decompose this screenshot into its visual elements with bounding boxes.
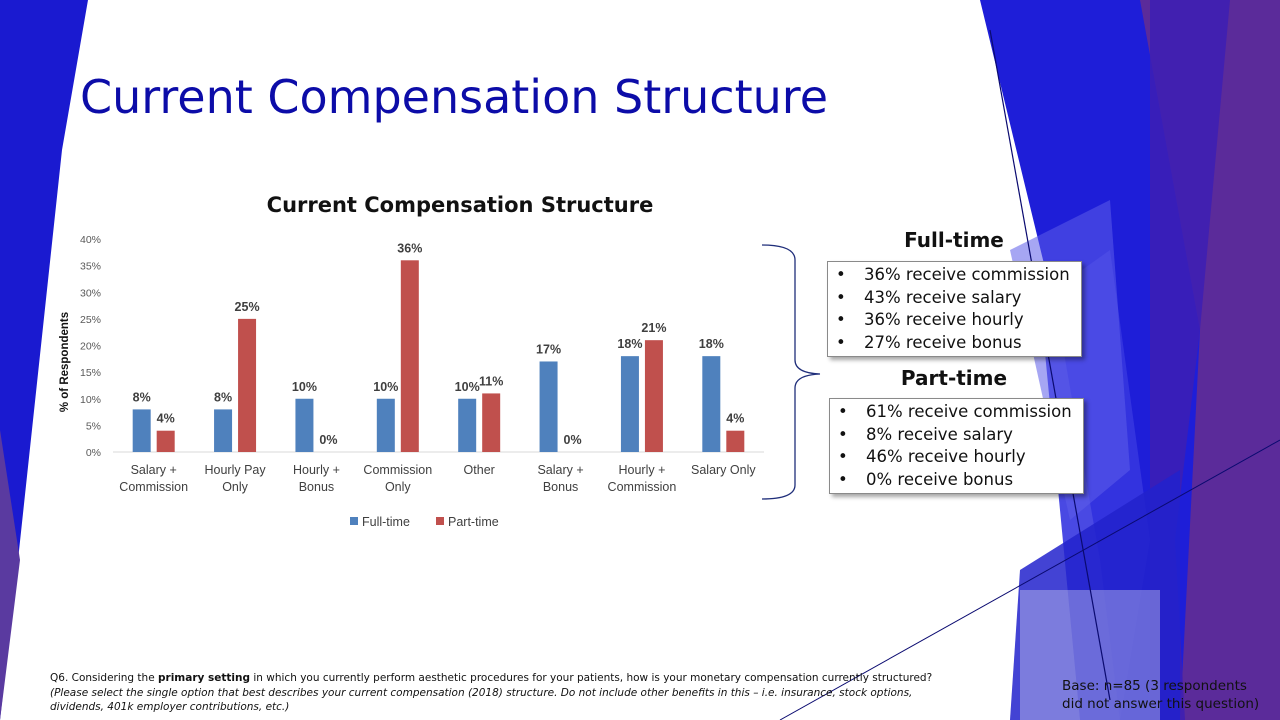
- legend-label: Full-time: [362, 515, 410, 529]
- fulltime-summary-box: [827, 261, 1082, 357]
- y-tick-label: 30%: [79, 287, 101, 300]
- parttime-box-title: Part-time: [900, 366, 1008, 390]
- bullet-icon: •: [836, 287, 846, 307]
- x-tick-label: Other: [463, 463, 495, 477]
- y-tick-label: 15%: [79, 367, 101, 380]
- data-label: 21%: [641, 321, 667, 336]
- bar-full-time: [540, 361, 558, 452]
- y-axis-label: % of Respondents: [59, 311, 71, 413]
- chart-title: Current Compensation Structure: [266, 193, 654, 217]
- bar-full-time: [133, 409, 151, 452]
- bar-part-time: [645, 340, 663, 452]
- x-tick-label: Bonus: [542, 480, 579, 494]
- y-tick-label: 10%: [79, 393, 101, 406]
- y-tick-label: 40%: [79, 234, 101, 246]
- bar-part-time: [401, 260, 419, 452]
- survey-question: Q6. Considering the primary setting in which you currently perform aesthetic procedures for your patients, how is your monetary compensation currently structured?: [50, 672, 933, 684]
- survey-instruction: (Please select the single option that best describes your current compensation (2018) structure. Do not include other benefits in this – i.e. insurance, stock options, dividends, 401k employer contributions, etc.): [50, 686, 913, 713]
- x-tick-label: Hourly +: [292, 463, 340, 477]
- bullet-icon: •: [838, 447, 848, 466]
- y-tick-label: 0%: [85, 447, 101, 459]
- legend-label: Part-time: [448, 515, 499, 529]
- x-tick-label: Commission: [119, 480, 189, 494]
- bar-full-time: [377, 399, 395, 452]
- data-label: 10%: [373, 379, 399, 394]
- x-tick-label: Salary +: [130, 463, 177, 477]
- x-tick-label: Hourly +: [618, 463, 666, 477]
- slide-title: Current Compensation Structure: [80, 70, 828, 124]
- parttime-item: • 46% receive hourly: [838, 446, 1075, 469]
- x-tick-label: Commission: [363, 463, 433, 477]
- base-note: Base: n=85 (3 respondents did not answer this question): [1062, 678, 1260, 712]
- data-label: 4%: [726, 411, 745, 426]
- x-tick-label: Hourly Pay: [204, 463, 266, 477]
- bar-part-time: [157, 431, 175, 452]
- bar-full-time: [295, 399, 313, 452]
- data-label: 11%: [479, 374, 504, 389]
- bullet-icon: •: [836, 265, 846, 284]
- bar-part-time: [482, 393, 500, 452]
- x-tick-label: Commission: [607, 480, 677, 494]
- legend-swatch-full-time: [350, 517, 358, 525]
- data-label: 0%: [319, 433, 338, 447]
- brace-connector: [762, 245, 820, 499]
- parttime-item: • 8% receive salary: [838, 424, 1075, 447]
- survey-question-footnote: [50, 671, 960, 715]
- data-label: 10%: [454, 379, 480, 394]
- bullet-icon: •: [836, 332, 846, 352]
- fulltime-item: • 36% receive hourly: [836, 309, 1073, 332]
- y-tick-label: 35%: [79, 260, 101, 273]
- fulltime-box-title: Full-time: [904, 228, 1004, 252]
- data-label: 17%: [536, 342, 562, 357]
- bullet-icon: •: [838, 402, 848, 421]
- bullet-icon: •: [838, 469, 848, 489]
- data-label: 18%: [698, 337, 724, 352]
- bar-full-time: [214, 409, 232, 452]
- data-label: 25%: [234, 299, 260, 314]
- data-label: 0%: [563, 433, 582, 447]
- bar-full-time: [702, 356, 720, 452]
- parttime-item: • 61% receive commission: [838, 401, 1075, 424]
- data-label: 8%: [214, 390, 233, 405]
- data-label: 18%: [617, 337, 643, 352]
- bar-full-time: [458, 399, 476, 452]
- x-tick-label: Salary +: [537, 463, 584, 477]
- fulltime-item: • 36% receive commission: [836, 264, 1073, 287]
- parttime-summary-box: [829, 398, 1084, 494]
- bar-full-time: [621, 356, 639, 452]
- legend-swatch-part-time: [436, 517, 444, 525]
- x-tick-label: Only: [384, 480, 411, 494]
- data-label: 8%: [132, 390, 151, 405]
- bullet-icon: •: [836, 310, 846, 329]
- y-tick-label: 25%: [79, 313, 101, 326]
- x-tick-label: Only: [222, 480, 248, 494]
- bar-part-time: [238, 319, 256, 452]
- parttime-item: • 0% receive bonus: [838, 469, 1075, 492]
- data-label: 36%: [397, 241, 423, 256]
- y-tick-label: 20%: [79, 340, 101, 353]
- x-tick-label: Salary Only: [691, 463, 756, 477]
- data-label: 4%: [156, 411, 175, 426]
- fulltime-item: • 27% receive bonus: [836, 332, 1073, 355]
- x-tick-label: Bonus: [298, 480, 335, 494]
- y-tick-label: 5%: [85, 420, 101, 433]
- data-label: 10%: [291, 379, 317, 394]
- bullet-icon: •: [838, 424, 848, 444]
- fulltime-item: • 43% receive salary: [836, 287, 1073, 310]
- bar-part-time: [726, 431, 744, 452]
